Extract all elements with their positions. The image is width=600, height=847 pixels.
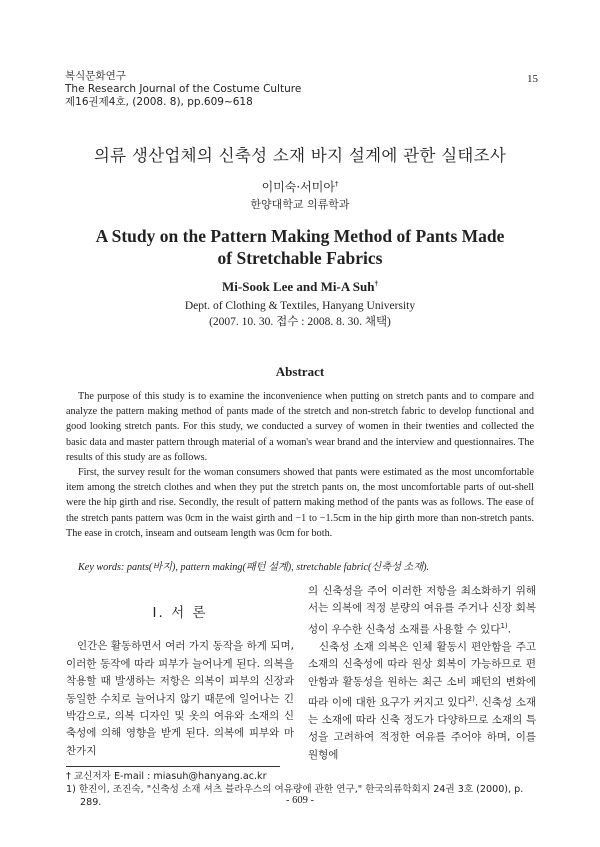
title-en-line1: A Study on the Pattern Making Method of Pants Made	[95, 226, 505, 246]
section-heading-introduction: Ⅰ. 서 론	[152, 605, 208, 621]
corresponding-mark-en: †	[374, 279, 378, 288]
submission-dates: (2007. 10. 30. 접수 : 2008. 8. 30. 채택)	[209, 316, 391, 328]
journal-header	[65, 70, 301, 109]
affiliation-en: Dept. of Clothing & Textiles, Hanyang University	[184, 300, 416, 312]
body-text: 신축성 소재 의복은 인체 활동시 편안함을 주고 소재의 신축성에 따라 원상 회복이 가능하므로 편안함과 활동성을 원하는 최근 소비 패턴의 변화에 따라 이에 대한 요구가 커지고 있다	[308, 640, 536, 709]
corresponding-mark-ko: †	[334, 180, 339, 188]
body-paragraph	[308, 583, 536, 639]
body-column-right	[308, 583, 536, 764]
footnote-corresponding: † 교신저자 E-mail : miasuh@hanyang.ac.kr	[66, 771, 267, 782]
journal-issue: 제16권제4호, (2008. 8), pp.609~618	[65, 96, 253, 108]
affiliation-ko: 한양대학교 의류학과	[250, 198, 350, 211]
affiliation-en-block	[0, 298, 600, 330]
authors-ko	[0, 178, 600, 195]
body-text: . 신축성 소재는 소재에 따라 신축 정도가 다양하므로 소재의 특성을 고려하여 적정한 여유를 주어야 하며, 이를 원형에	[308, 696, 536, 761]
title-ko: 의류 생산업체의 신축성 소재 바지 설계에 관한 실태조사	[93, 146, 507, 165]
footnote-reference-1-cont: 289.	[80, 797, 102, 808]
page-number-top: 15	[527, 73, 538, 85]
abstract-body	[66, 389, 534, 541]
abstract-paragraph-2: First, the survey result for the woman consumers showed that pants were estimated as the most uncomfortable item among the stretch clothes and when they put the stretch pants on, the most uncomfortable parts of out-shell were the hip girth and rise. Secondly, the result of pattern making method of the pants was as follows. The ease of the stretch pants pattern was 0cm in the waist girth and −1 to −1.5cm in the hip girth more than non-stretch pants. The ease in crotch, inseam and outseam length was 0cm for both.	[66, 467, 534, 539]
authors-en-names: Mi-Sook Lee and Mi-A Suh	[222, 279, 375, 294]
footnote-divider	[66, 766, 280, 767]
body-column-left	[66, 583, 294, 760]
keywords: Key words: pants(바지), pattern making(패턴 설계), stretchable fabric(신축성 소재).	[78, 562, 430, 573]
authors-en	[0, 279, 600, 295]
abstract-paragraph-1: The purpose of this study is to examine the inconvenience when putting on stretch pants and to compare and analyze the pattern making method of pants made of the stretch and non-stretch fabric to develop functional and good looking stretch pants. For this study, we conducted a survey of women in their twenties and collected the basic data and master pattern through material of a woman's wear brand and the interview and questionnaires. The results of this study are as follows.	[66, 391, 534, 463]
body-text: 의 신축성을 주어 이러한 저항을 최소화하기 위해서는 의복에 적정 분량의 여유를 주거나 신장 회복성이 우수한 신축성 소재를 사용할 수 있다	[308, 585, 536, 636]
page-number-bottom: - 609 -	[286, 795, 314, 806]
body-text: .	[507, 623, 511, 636]
title-en-line2: of Stretchable Fabrics	[217, 248, 383, 268]
footnote-reference-1: 1) 한진이, 조진숙, "신축성 소재 셔츠 블라우스의 여유량에 관한 연구," 한국의류학회지 24권 3호 (2000), p.	[66, 784, 524, 795]
journal-name-en: The Research Journal of the Costume Culture	[65, 83, 302, 95]
body-paragraph: 인간은 활동하면서 여러 가지 동작을 하게 되며, 이러한 동작에 따라 피부가 늘어나게 된다. 의복을 착용할 때 발생하는 저항은 의복이 피부의 신장과 동일한 수치로 늘어나지 않기 때문에 일어나는 긴박감으로, 의복 디자인 및 옷의 여유와 소재의 신축성에 의해 영향을 받게 된다. 의복에 피부와 마찬가지	[66, 640, 294, 757]
reference-marker: 2)	[467, 694, 475, 703]
journal-name-ko: 복식문화연구	[65, 70, 126, 82]
body-paragraph	[308, 639, 536, 764]
abstract-heading: Abstract	[275, 364, 325, 379]
authors-ko-names: 이미숙·서미아	[261, 180, 335, 194]
title-en	[0, 225, 600, 269]
reference-marker: 1)	[500, 621, 508, 630]
